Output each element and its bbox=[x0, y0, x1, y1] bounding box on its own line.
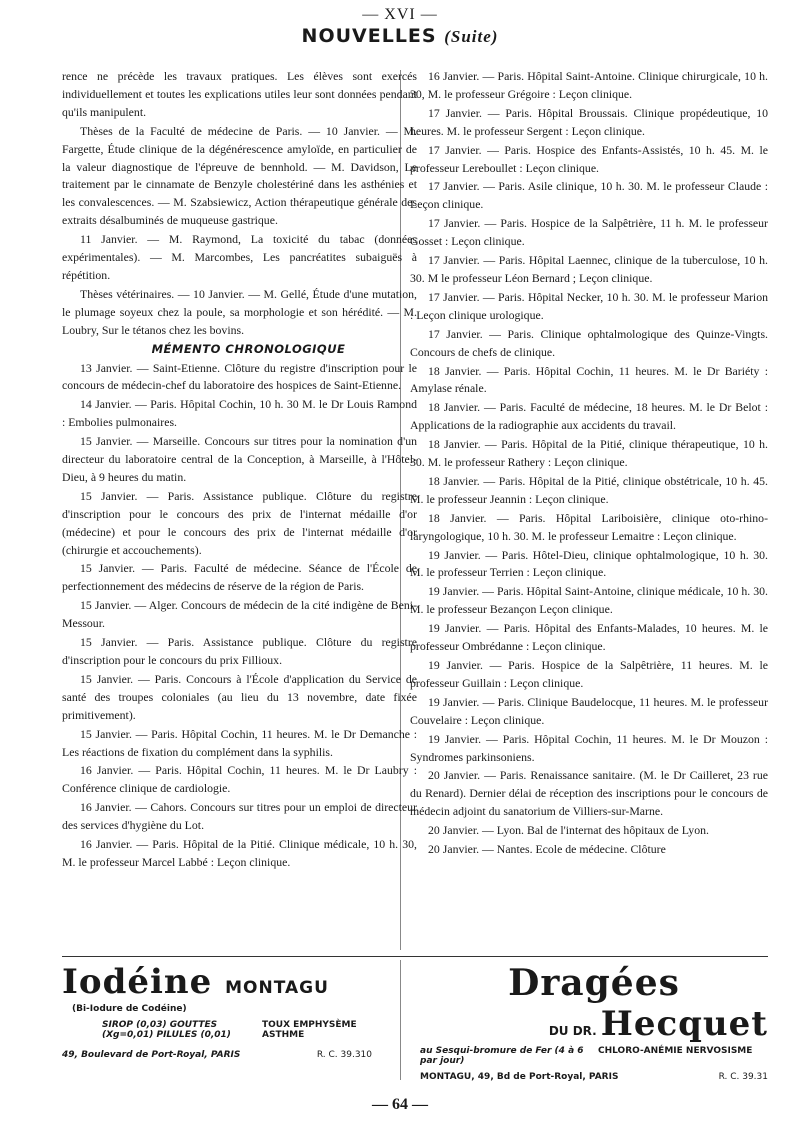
paragraph: 18 Janvier. — Paris. Hôpital de la Pitié, clinique obstétricale, 10 h. 45. M. le professeur Jeannin : Leçon clinique. bbox=[410, 473, 768, 506]
paragraph: 15 Janvier. — Paris. Faculté de médecine. Séance de l'École de perfectionnement des médecins de réserve de la région de Paris. bbox=[62, 561, 417, 594]
ad-iodeine-subtitle: (Bi-Iodure de Codéine) bbox=[72, 1004, 187, 1014]
paragraph: 15 Janvier. — Paris. Assistance publique. Clôture du registre d'inscription pour le concours des prix de l'internat médaille d'or (médecine) et pour le concours des prix de l'internat médaille d'or (chirurgie et accouchements). bbox=[62, 488, 417, 557]
paragraph: 17 Janvier. — Paris. Hôpital Necker, 10 h. 30. M. le professeur Marion : Leçon clinique urologique. bbox=[410, 289, 768, 322]
roman-page-number: — XVI — bbox=[362, 6, 438, 23]
paragraph: 18 Janvier. — Paris. Hôpital de la Pitié, clinique thérapeutique, 10 h. 30. M. le professeur Rathery : Leçon clinique. bbox=[410, 437, 768, 470]
ad-hecquet-formula: au Sesqui-bromure de Fer (4 à 6 par jour) bbox=[420, 1046, 584, 1066]
paragraph: 17 Janvier. — Paris. Asile clinique, 10 h. 30. M. le professeur Claude : Leçon clinique. bbox=[410, 179, 768, 212]
paragraph: 16 Janvier. — Paris. Hôpital Saint-Antoine. Clinique chirurgicale, 10 h. 30, M. le professeur Grégoire : Leçon clinique. bbox=[410, 69, 768, 101]
ad-divider bbox=[62, 956, 768, 957]
ad-iodeine-maker: MONTAGU bbox=[225, 978, 329, 998]
paragraph: 13 Janvier. — Saint-Etienne. Clôture du registre d'inscription pour le concours de médecin-chef du laboratoire des hospices de Saint-Etienne. bbox=[62, 360, 417, 393]
paragraph: 16 Janvier. — Paris. Hôpital de la Pitié. Clinique médicale, 10 h. 30, M. le professeur Marcel Labbé : Leçon clinique. bbox=[62, 837, 417, 869]
ad-hecquet-name: Hecquet bbox=[600, 1004, 768, 1044]
paragraph: 19 Janvier. — Paris. Hôpital Cochin, 11 heures. M. le Dr Mouzon : Syndromes parkinsoniens. bbox=[410, 731, 768, 764]
paragraph: 19 Janvier. — Paris. Clinique Baudelocque, 11 heures. M. le professeur Couvelaire : Leçon clinique. bbox=[410, 694, 768, 727]
paragraph: rence ne précède les travaux pratiques. Les élèves sont exercés individuellement et toutes les explications utiles leur sont données pendant qu'ils manipulent. bbox=[62, 69, 417, 119]
paragraph: 18 Janvier. — Paris. Hôpital Cochin, 11 heures. M. le Dr Bariéty : Amylase rénale. bbox=[410, 363, 768, 396]
paragraph: 20 Janvier. — Nantes. Ecole de médecine. Clôture bbox=[428, 842, 666, 857]
paragraph: 15 Janvier. — Paris. Concours à l'École d'application du Service de santé des troupes coloniales (au lieu du 13 novembre, date fixée primitivement). bbox=[62, 671, 417, 722]
paragraph: 19 Janvier. — Paris. Hôtel-Dieu, clinique ophtalmologique, 10 h. 30. M. le professeur Terrien : Leçon clinique. bbox=[410, 547, 768, 580]
paragraph: 11 Janvier. — M. Raymond, La toxicité du tabac (données expérimentales). — M. Marcombes, Les pancréatites subaiguës à répétition. bbox=[62, 232, 417, 282]
ad-hecquet-indications: CHLORO-ANÉMIE NERVOSISME bbox=[598, 1046, 753, 1056]
ad-hecquet-ref: R. C. 39.31 bbox=[718, 1072, 768, 1082]
ad-iodeine-brand: Iodéine MONTAGU bbox=[62, 962, 329, 1002]
paragraph: 17 Janvier. — Paris. Hôpital Laennec, clinique de la tuberculose, 10 h. 30. M le professeur Léon Bernard ; Leçon clinique. bbox=[410, 253, 768, 285]
paragraph: 18 Janvier. — Paris. Faculté de médecine, 18 heures. M. le Dr Belot : Applications de la radiographie aux accidents du travail. bbox=[410, 400, 768, 433]
ad-hecquet-brand: Dragées bbox=[508, 962, 680, 1004]
ad-hecquet bbox=[420, 962, 768, 1092]
ad-iodeine-address: 49, Boulevard de Port-Royal, PARIS bbox=[62, 1050, 241, 1060]
ad-iodeine-products: SIROP (0,03) GOUTTES (Xg=0,01) PILULES (0,01) bbox=[102, 1020, 231, 1040]
title-main: NOUVELLES bbox=[301, 25, 437, 47]
paragraph: 16 Janvier. — Cahors. Concours sur titres pour un emploi de directeur des services d'hygiène du Lot. bbox=[62, 800, 417, 833]
paragraph: 17 Janvier. — Paris. Hospice des Enfants-Assistés, 10 h. 45. M. le professeur Lereboullet : Leçon clinique. bbox=[410, 142, 768, 175]
paragraph: 20 Janvier. — Paris. Renaissance sanitaire. (M. le Dr Cailleret, 23 rue du Renard). Dernier délai de réception des inscriptions pour le concours de médecin adjoint du sanatorium de Villiers-sur-Marne. bbox=[410, 768, 768, 819]
paragraph: 15 Janvier. — Paris. Hôpital Cochin, 11 heures. M. le Dr Demanche : Les réactions de fixation du complément dans la syphilis. bbox=[62, 726, 417, 759]
paragraph: 20 Janvier. — Lyon. Bal de l'internat des hôpitaux de Lyon. bbox=[428, 823, 709, 838]
ad-iodeine bbox=[62, 962, 392, 1092]
title-suffix: (Suite) bbox=[444, 27, 499, 46]
paragraph: 14 Janvier. — Paris. Hôpital Cochin, 10 h. 30 M. le Dr Louis Ramond : Embolies pulmonaires. bbox=[62, 397, 417, 430]
ad-iodeine-ref: R. C. 39.310 bbox=[316, 1050, 372, 1060]
paragraph: 15 Janvier. — Alger. Concours de médecin de la cité indigène de Beni-Messour. bbox=[62, 598, 417, 631]
paragraph: Thèses de la Faculté de médecine de Paris. — 10 Janvier. — M. Fargette, Étude clinique de la dégénérescence amyloïde, en particulier de la valeur diagnostique de l'épreuve de bennhold. — M. Davidson, Le traitement par le cinnamate de Benzyle cholestériné dans les asthénies et les convalescences. — M. Szabsiewicz, Action thérapeutique générale des extraits désalbuminés de muqueuse gastrique. bbox=[62, 123, 417, 228]
paragraph: 15 Janvier. — Marseille. Concours sur titres pour la nomination d'un directeur du laboratoire central de la Conception, à Marseille, à l'Hôtel-Dieu, à 9 heures du matin. bbox=[62, 434, 417, 484]
paragraph: 19 Janvier. — Paris. Hôpital des Enfants-Malades, 10 heures. M. le professeur Ombrédanne : Leçon clinique. bbox=[410, 621, 768, 654]
paragraph: Thèses vétérinaires. — 10 Janvier. — M. Gellé, Étude d'une mutation, le plumage soyeux chez la poule, sa morphologie et son hérédité. — M. Loubry, Sur le tétanos chez les bovins. bbox=[62, 286, 417, 337]
right-column bbox=[410, 68, 768, 860]
ad-column-divider bbox=[400, 960, 401, 1080]
page-number: — 64 — bbox=[372, 1096, 428, 1113]
paragraph: 15 Janvier. — Paris. Assistance publique. Clôture du registre d'inscription pour le concours du prix Fillioux. bbox=[62, 635, 417, 667]
ad-hecquet-address: MONTAGU, 49, Bd de Port-Royal, PARIS bbox=[420, 1072, 619, 1082]
left-column bbox=[62, 68, 417, 873]
ad-iodeine-indications: TOUX EMPHYSÈME ASTHME bbox=[262, 1020, 357, 1040]
paragraph: 18 Janvier. — Paris. Hôpital Lariboisière, clinique oto-rhino-laryngologique, 10 h. 30. M. le professeur Lemaitre : Leçon clinique. bbox=[410, 510, 768, 543]
paragraph: 17 Janvier. — Paris. Hospice de la Salpêtrière, 11 h. M. le professeur Gosset : Leçon clinique. bbox=[410, 216, 768, 249]
page-title bbox=[0, 25, 800, 47]
paragraph: 17 Janvier. — Paris. Hôpital Broussais. Clinique propédeutique, 10 heures. M. le professeur Sergent : Leçon clinique. bbox=[410, 105, 768, 138]
paragraph: 16 Janvier. — Paris. Hôpital Cochin, 11 heures. M. le Dr Laubry : Conférence clinique de cardiologie. bbox=[62, 763, 417, 796]
paragraph: 19 Janvier. — Paris. Hospice de la Salpêtrière, 11 heures. M. le professeur Guillain : Leçon clinique. bbox=[410, 658, 768, 690]
ad-hecquet-du-dr: DU DR. bbox=[548, 1024, 597, 1038]
paragraph: 19 Janvier. — Paris. Hôpital Saint-Antoine, clinique médicale, 10 h. 30. M. le professeur Bezançon Leçon clinique. bbox=[410, 584, 768, 617]
section-heading: MÉMENTO CHRONOLOGIQUE bbox=[151, 341, 346, 356]
page-header bbox=[0, 6, 800, 47]
paragraph: 17 Janvier. — Paris. Clinique ophtalmologique des Quinze-Vingts. Concours de chefs de clinique. bbox=[410, 326, 768, 359]
